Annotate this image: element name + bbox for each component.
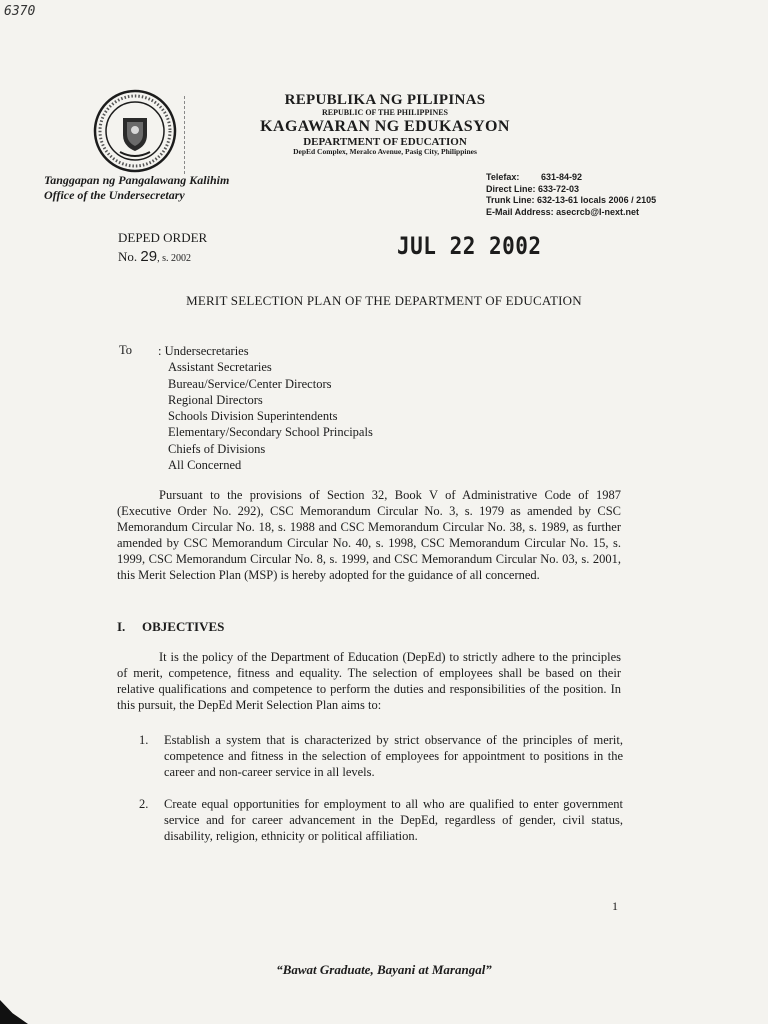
- order-number: 29: [140, 247, 158, 265]
- objective-text: Establish a system that is characterized by strict observance of the principles of merit, competence and fitness in the selection of employees for appointment to positions in the career and non-career service in all levels.: [164, 733, 623, 779]
- document-title: MERIT SELECTION PLAN OF THE DEPARTMENT OF EDUCATION: [186, 293, 582, 308]
- letterhead-line-3: KAGAWARAN NG EDUKASYON: [260, 117, 510, 135]
- section-numeral: I.: [117, 619, 126, 634]
- contact-block: [486, 172, 656, 219]
- scan-edge-shadow: [0, 1000, 28, 1024]
- recipient-item: All Concerned: [168, 458, 242, 473]
- telefax-row: [486, 172, 656, 184]
- order-number-line: [118, 247, 207, 267]
- office-name: [44, 173, 229, 203]
- footer-motto: “Bawat Graduate, Bayani at Marangal”: [276, 962, 492, 977]
- order-series: , s. 2002: [157, 252, 191, 264]
- recipient-item: Assistant Secretaries: [168, 360, 272, 375]
- telefax-label: Telefax:: [486, 172, 520, 182]
- direct-line: Direct Line: 633-72-03: [486, 183, 580, 194]
- preamble-paragraph: Pursuant to the provisions of Section 32, Book V of Administrative Code of 1987 (Executive Order No. 292), CSC Memorandum Circular No. 3, s. 1979 as amended by CSC Memorandum Circular No. 18, s. 1988 and CSC Memorandum Circular No. 38, s. 1989, as further amended by CSC Memorandum Circular No. 40, s. 1998, CSC Memorandum Circular No. 15, s. 1999, CSC Memorandum Circular No. 8, s. 1999, and CSC Memorandum Circular No. 03, s. 2001, this Merit Selection Plan (MSP) is hereby adopted for the guidance of all concerned.: [117, 488, 621, 582]
- recipient-list: [158, 343, 373, 473]
- page-number: 1: [612, 899, 618, 913]
- letterhead: [250, 92, 520, 156]
- objective-text: Create equal opportunities for employment to all who are qualified to enter government service and for career advancement in the DepEd, regardless of gender, civil status, disability, religion, ethnicity or political affiliation.: [164, 797, 623, 843]
- office-name-english: Office of the Undersecretary: [44, 188, 185, 202]
- letterhead-line-2: REPUBLIC OF THE PHILIPPINES: [321, 107, 449, 117]
- objective-number: 1.: [139, 733, 149, 747]
- letterhead-line-1: REPUBLIKA NG PILIPINAS: [284, 92, 486, 108]
- recipient-item: Regional Directors: [168, 392, 263, 407]
- letterhead-divider: [184, 96, 185, 174]
- recipient-item: Elementary/Secondary School Principals: [168, 425, 373, 440]
- recipient-item: Bureau/Service/Center Directors: [168, 376, 332, 391]
- recipient-item: Schools Division Superintendents: [168, 409, 338, 424]
- objective-item: [139, 733, 623, 781]
- section-title: OBJECTIVES: [142, 619, 225, 634]
- office-name-filipino: Tanggapan ng Pangalawang Kalihim: [44, 173, 230, 187]
- date-stamp: JUL 22 2002: [397, 232, 542, 260]
- telefax-value: 631-84-92: [541, 172, 583, 182]
- order-no-prefix: No.: [118, 248, 138, 264]
- recipient-item: : Undersecretaries: [158, 344, 249, 358]
- objective-item: [139, 797, 623, 845]
- handwritten-page-code: 6370: [4, 4, 36, 19]
- email-address: E-Mail Address: asecrcb@I-next.net: [486, 207, 639, 218]
- recipient-item: Chiefs of Divisions: [168, 441, 266, 456]
- trunk-line: Trunk Line: 632-13-61 locals 2006 / 2105: [486, 195, 657, 206]
- letterhead-address: DepEd Complex, Meralco Avenue, Pasig City, Philippines: [293, 146, 477, 156]
- order-block: [118, 230, 207, 266]
- deped-seal-logo: [92, 88, 178, 174]
- objectives-intro-paragraph: It is the policy of the Department of Education (DepEd) to strictly adhere to the principles of merit, competence, fitness and equality. The selection of employees shall be based on their relative qualifications and competence to perform the duties and responsibilities of the position. In this pursuit, the DepEd Merit Selection Plan aims to:: [117, 650, 621, 712]
- objective-number: 2.: [139, 797, 149, 811]
- order-label: DEPED ORDER: [118, 230, 208, 245]
- to-label: To: [119, 343, 133, 357]
- letterhead-line-4: DEPARTMENT OF EDUCATION: [303, 135, 467, 148]
- section-heading-objectives: [117, 619, 224, 635]
